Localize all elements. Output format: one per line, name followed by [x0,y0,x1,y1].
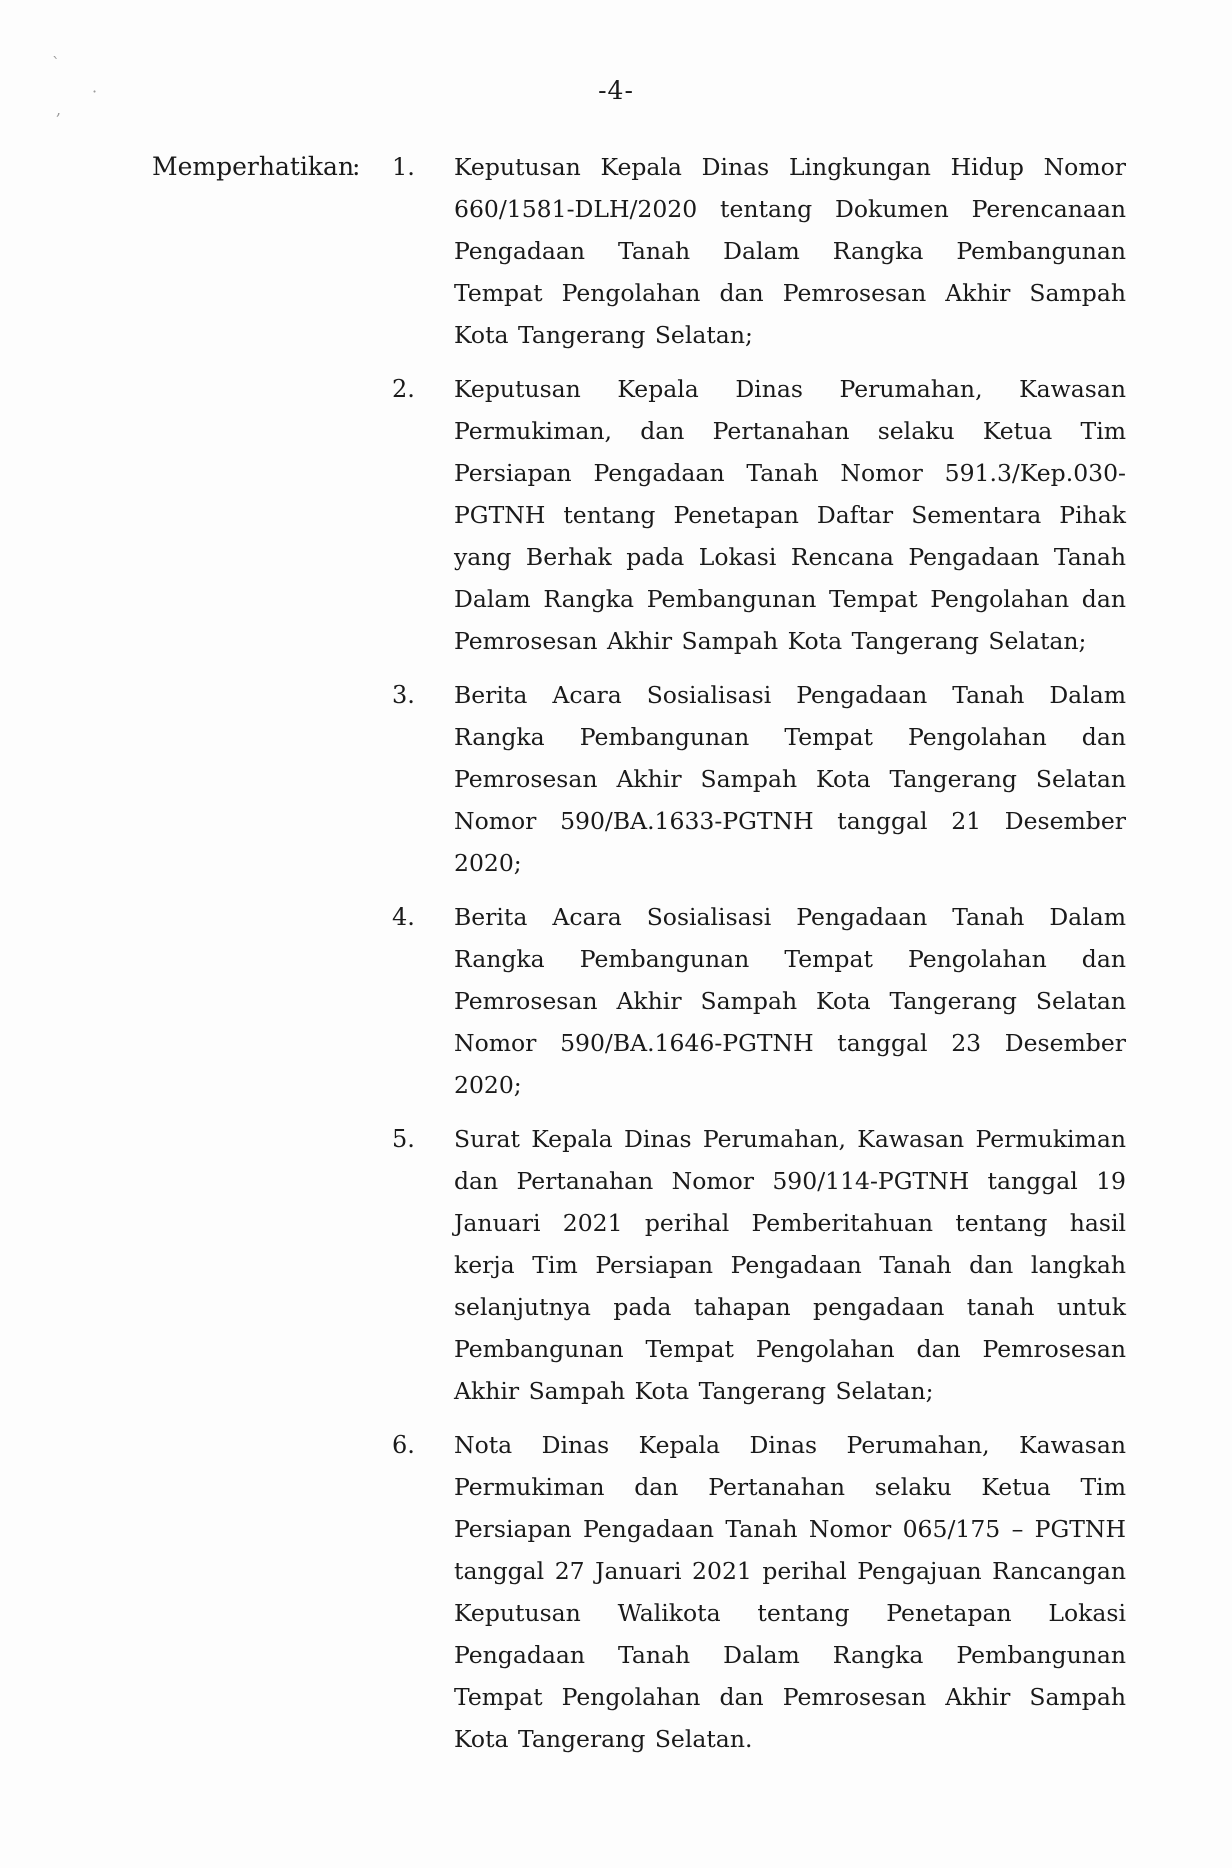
section-colon: : [352,152,361,181]
item-number: 2. [392,375,415,403]
list-item [392,1118,1132,1412]
item-number: 3. [392,681,415,709]
section-label: Memperhatikan [152,152,355,181]
item-text: Surat Kepala Dinas Perumahan, Kawasan Permukiman dan Pertanahan Nomor 590/114-PGTNH tanggal 19 Januari 2021 perihal Pemberitahuan tentang hasil kerja Tim Persiapan Pengadaan Tanah dan langkah selanjutnya pada tahapan pengadaan tanah untuk Pembangunan Tempat Pengolahan dan Pemrosesan Akhir Sampah Kota Tangerang Selatan; [454,1125,1126,1405]
item-text: Berita Acara Sosialisasi Pengadaan Tanah Dalam Rangka Pembangunan Tempat Pengolahan dan Pemrosesan Akhir Sampah Kota Tangerang Selatan Nomor 590/BA.1646-PGTNH tanggal 23 Desember 2020; [454,903,1126,1099]
considerations-list [392,146,1132,1772]
page-number: -4- [598,76,634,105]
item-text: Keputusan Kepala Dinas Lingkungan Hidup Nomor 660/1581-DLH/2020 tentang Dokumen Perencanaan Pengadaan Tanah Dalam Rangka Pembangunan Tempat Pengolahan dan Pemrosesan Akhir Sampah Kota Tangerang Selatan; [454,153,1126,349]
item-number: 4. [392,903,415,931]
item-number: 1. [392,153,415,181]
item-number: 5. [392,1125,415,1153]
scan-speck: , [56,100,62,119]
item-text: Berita Acara Sosialisasi Pengadaan Tanah Dalam Rangka Pembangunan Tempat Pengolahan dan Pemrosesan Akhir Sampah Kota Tangerang Selatan Nomor 590/BA.1633-PGTNH tanggal 21 Desember 2020; [454,681,1126,877]
list-item [392,368,1132,662]
list-item [392,146,1132,356]
list-item [392,1424,1132,1760]
item-text: Nota Dinas Kepala Dinas Perumahan, Kawasan Permukiman dan Pertanahan selaku Ketua Tim Persiapan Pengadaan Tanah Nomor 065/175 – PGTNH tanggal 27 Januari 2021 perihal Pengajuan Rancangan Keputusan Walikota tentang Penetapan Lokasi Pengadaan Tanah Dalam Rangka Pembangunan Tempat Pengolahan dan Pemrosesan Akhir Sampah Kota Tangerang Selatan. [454,1431,1126,1753]
scan-speck: · [92,82,98,101]
list-item [392,674,1132,884]
list-item [392,896,1132,1106]
scan-speck: ` [52,54,60,73]
item-text: Keputusan Kepala Dinas Perumahan, Kawasan Permukiman, dan Pertanahan selaku Ketua Tim Persiapan Pengadaan Tanah Nomor 591.3/Kep.030-PGTNH tentang Penetapan Daftar Sementara Pihak yang Berhak pada Lokasi Rencana Pengadaan Tanah Dalam Rangka Pembangunan Tempat Pengolahan dan Pemrosesan Akhir Sampah Kota Tangerang Selatan; [454,375,1126,655]
item-number: 6. [392,1431,415,1459]
